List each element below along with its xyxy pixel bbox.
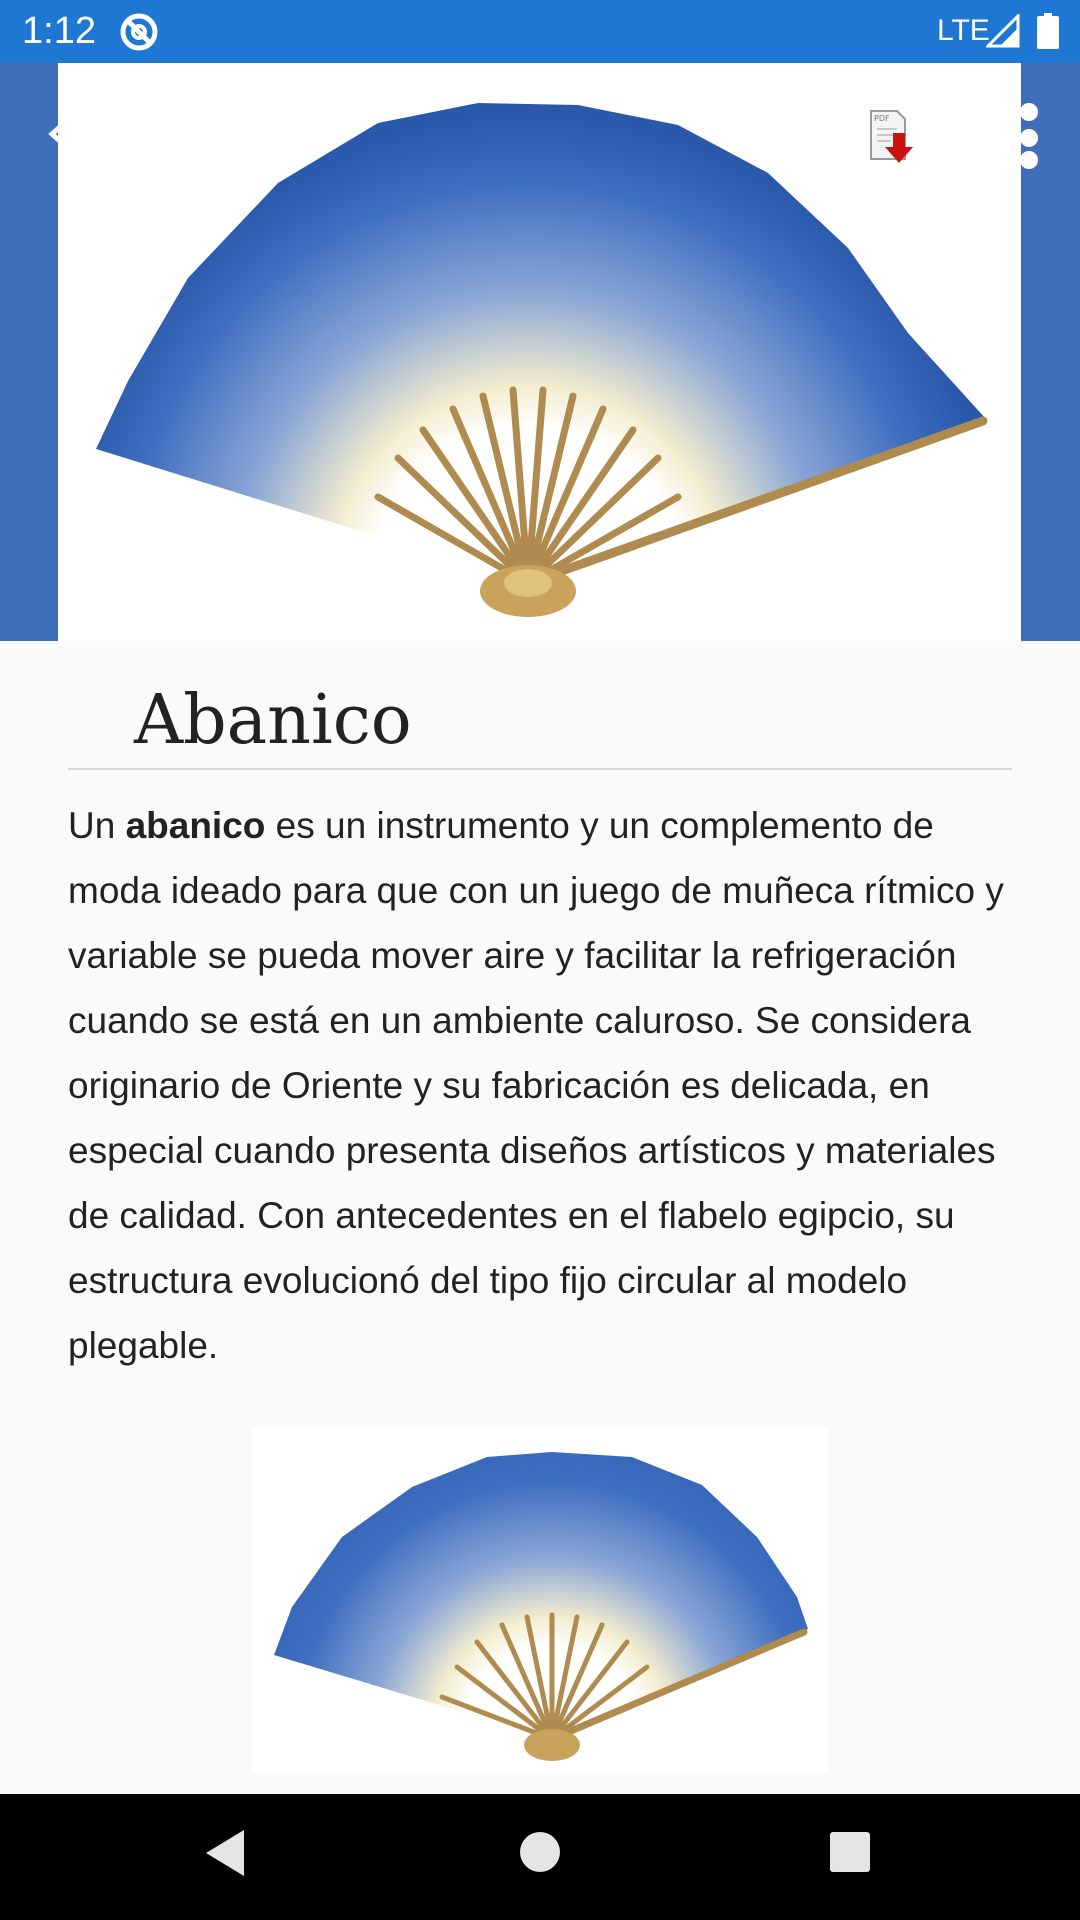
article-image[interactable] bbox=[252, 1427, 828, 1773]
nav-home-icon[interactable] bbox=[520, 1832, 560, 1872]
navigation-bar bbox=[0, 1794, 1080, 1920]
status-network: LTE bbox=[937, 14, 990, 47]
status-time: 1:12 bbox=[22, 10, 96, 52]
battery-icon bbox=[1037, 13, 1059, 49]
sync-off-icon bbox=[118, 11, 160, 53]
article-title: Abanico bbox=[134, 681, 412, 760]
title-divider bbox=[68, 768, 1012, 770]
status-bar bbox=[0, 0, 1080, 63]
intro-prefix: Un bbox=[68, 805, 126, 846]
article-intro bbox=[68, 793, 1012, 1378]
fan-thumbnail bbox=[252, 1427, 828, 1773]
intro-bold-term[interactable]: abanico bbox=[125, 805, 266, 846]
overflow-menu-icon[interactable] bbox=[1014, 98, 1044, 178]
intro-text: es un instrumento y un complemento de moda ideado para que con un juego de muñeca rítmico y variable se pueda mover aire y facilitar la refrigeración cuando se está en un ambiente caluroso. Se considera originario de Oriente y su fabricación es delicada, en especial cuando presenta diseños artísticos y materiales de calidad. Con antecedentes en el flabelo egipcio, su estructura evolucionó del tipo fijo circular al modelo plegable. bbox=[68, 805, 1004, 1366]
pdf-download-icon[interactable] bbox=[869, 109, 917, 165]
signal-icon bbox=[986, 14, 1020, 48]
nav-back-icon[interactable] bbox=[204, 1828, 246, 1878]
nav-recents-icon[interactable] bbox=[830, 1832, 870, 1872]
svg-text:PDF: PDF bbox=[874, 114, 890, 123]
